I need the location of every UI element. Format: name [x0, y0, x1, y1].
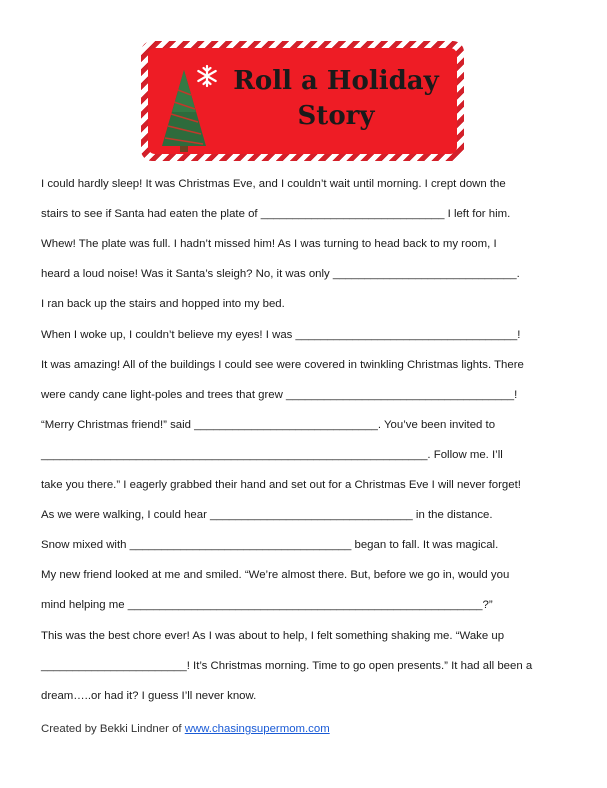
banner-background [148, 48, 457, 154]
title-banner [141, 41, 464, 161]
story-title [218, 64, 454, 134]
story-line: mind helping me ________________________________________________________?” [41, 599, 493, 612]
story-line: Snow mixed with ___________________________________ began to fall. It was magical. [41, 539, 499, 552]
story-line: As we were walking, I could hear ________________________________ in the distance. [41, 509, 493, 522]
story-line: stairs to see if Santa had eaten the plate of _____________________________ I left for him. [41, 208, 511, 221]
story-line: _______________________! It’s Christmas morning. Time to go open presents.” It had all been a [41, 659, 533, 672]
story-line: I could hardly sleep! It was Christmas Eve, and I couldn’t wait until morning. I crept down the [41, 178, 506, 190]
title-line-1: Roll a Holiday [233, 66, 439, 96]
credit-line [41, 722, 330, 736]
story-line: When I woke up, I couldn’t believe my eyes! I was ___________________________________! [41, 328, 521, 341]
story-line: heard a loud noise! Was it Santa’s sleigh? No, it was only _____________________________. [41, 268, 520, 281]
story-line: I ran back up the stairs and hopped into my bed. [41, 298, 285, 311]
story-line: It was amazing! All of the buildings I could see were covered in twinkling Christmas lights. There [41, 358, 524, 371]
story-line: _____________________________________________________________. Follow me. I’ll [41, 448, 503, 461]
story-line: Whew! The plate was full. I hadn’t missed him! As I was turning to head back to my room, I [41, 238, 497, 251]
snowflake-icon [198, 66, 215, 86]
story-line: take you there.” I eagerly grabbed their hand and set out for a Christmas Eve I will never forget! [41, 479, 521, 491]
story-line: dream…..or had it? I guess I’ll never know. [41, 689, 257, 702]
story-line: “Merry Christmas friend!” said _____________________________. You’ve been invited to [41, 418, 496, 431]
story-line: were candy cane light-poles and trees that grew ____________________________________! [41, 388, 518, 401]
story-line: This was the best chore ever! As I was about to help, I felt something shaking me. “Wake up [41, 629, 505, 642]
credit-link[interactable]: www.chasingsupermom.com [184, 723, 330, 735]
credit-prefix: Created by Bekki Lindner of [41, 723, 185, 735]
title-line-2: Story [297, 101, 375, 131]
story-line: My new friend looked at me and smiled. “We’re almost there. But, before we go in, would you [41, 569, 510, 582]
